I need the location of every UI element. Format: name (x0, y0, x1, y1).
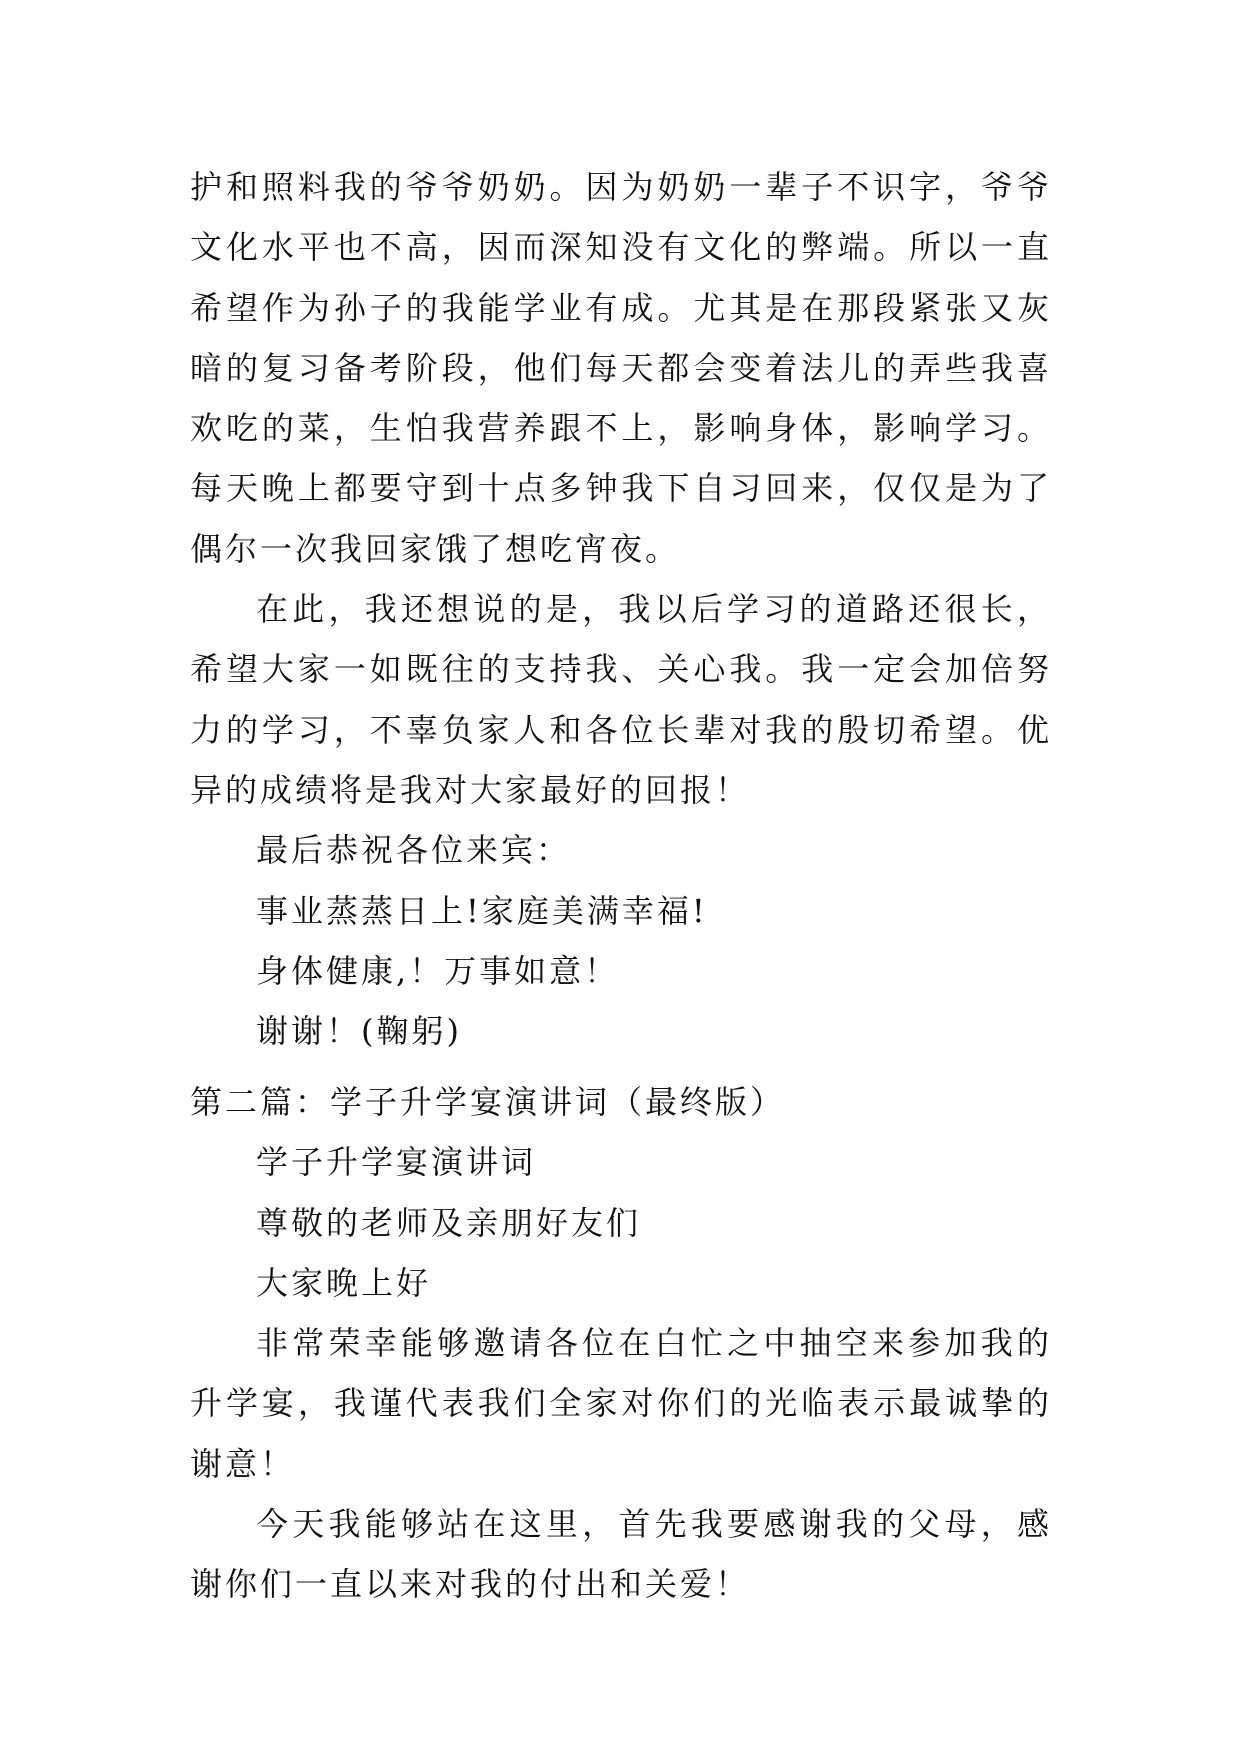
speech-greeting: 大家晚上好 (256, 1263, 432, 1302)
section-two (190, 1072, 1052, 1615)
section-two-heading: 第二篇：学子升学宴演讲词（最终版） (190, 1083, 786, 1121)
section-one (190, 157, 1052, 1061)
paragraph-wishes-intro: 最后恭祝各位来宾： (256, 831, 572, 870)
paragraph-future-study: 在此，我还想说的是，我以后学习的道路还很长，希望大家一如既往的支持我、关心我。我一定会加倍努力的学习，不辜负家人和各位长辈对我的殷切希望。优异的成绩将是我对大家最好的回报！ (190, 590, 1052, 809)
paragraph-wish-career: 事业蒸蒸日上!家庭美满幸福! (256, 891, 708, 930)
paragraph-thank-parents: 今天我能够站在这里，首先我要感谢我的父母，感谢你们一直以来对我的付出和关爱！ (190, 1505, 1052, 1604)
paragraph-welcome: 非常荣幸能够邀请各位在白忙之中抽空来参加我的升学宴，我谨代表我们全家对你们的光临表示最诚挚的谢意！ (190, 1324, 1052, 1483)
paragraph-wish-health: 身体健康,！万事如意！ (256, 951, 620, 990)
paragraph-thanks: 谢谢！(鞠躬) (256, 1012, 462, 1051)
speech-salutation: 尊敬的老师及亲朋好友们 (256, 1203, 642, 1242)
speech-title: 学子升学宴演讲词 (256, 1143, 537, 1182)
paragraph-grandparents: 护和照料我的爷爷奶奶。因为奶奶一辈子不识字，爷爷文化水平也不高，因而深知没有文化的弊端。所以一直希望作为孙子的我能学业有成。尤其是在那段紧张又灰暗的复习备考阶段，他们每天都会变着法儿的弄些我喜欢吃的菜，生怕我营养跟不上，影响身体，影响学习。每天晚上都要守到十点多钟我下自习回来，仅仅是为了偶尔一次我回家饿了想吃宵夜。 (190, 168, 1052, 568)
